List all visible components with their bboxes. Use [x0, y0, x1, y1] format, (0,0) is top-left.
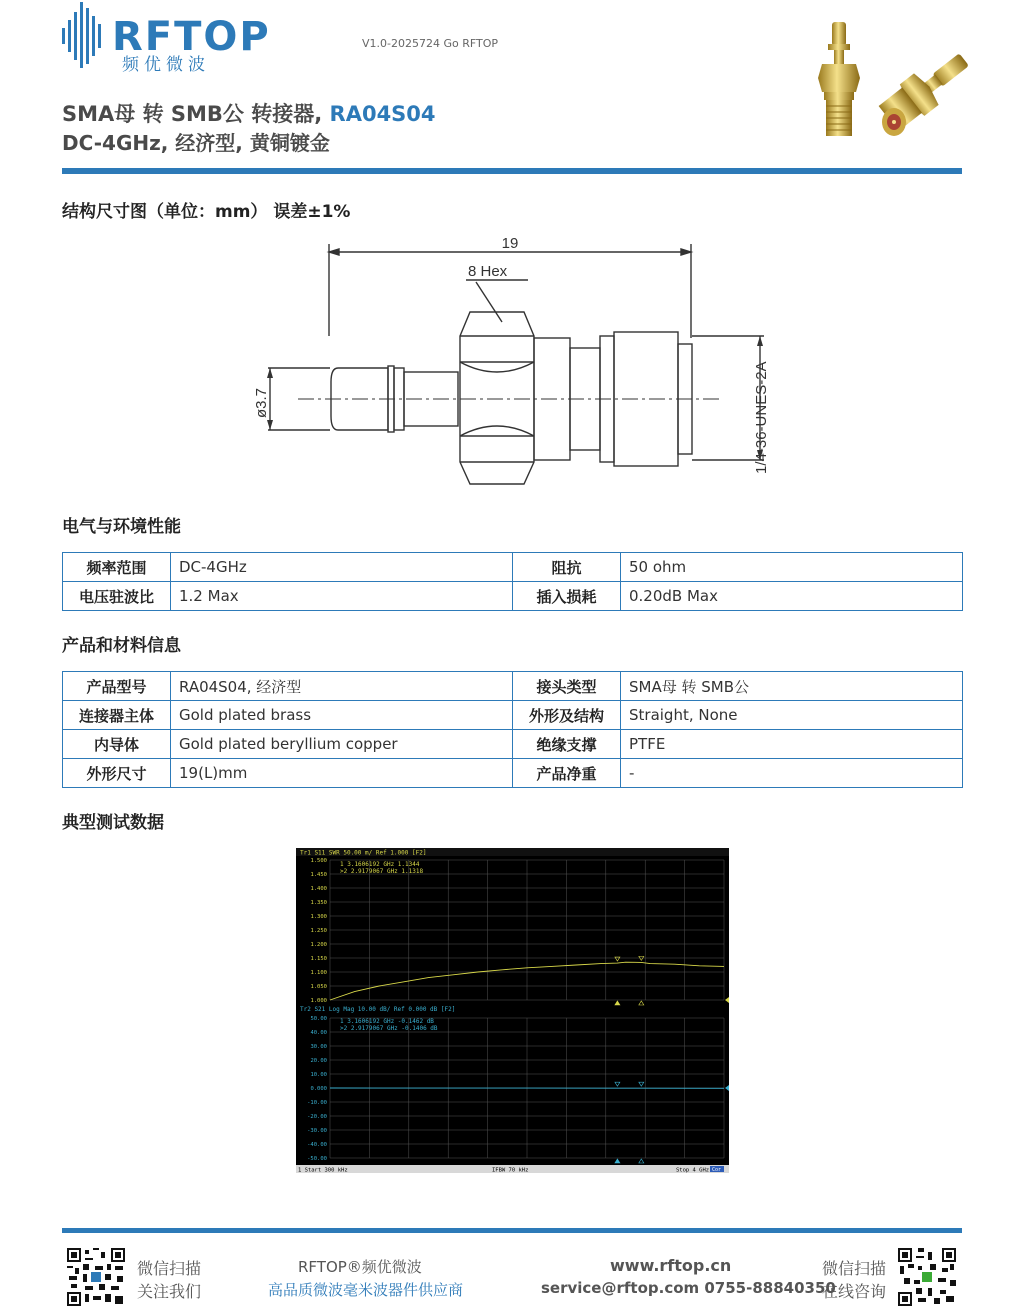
tick-label: -20.00: [307, 1114, 327, 1120]
footer-wechat-scan: 微信扫描: [137, 1259, 202, 1278]
footer-wechat-scan-2: 微信扫描: [822, 1259, 887, 1278]
consult-qr-code: [898, 1248, 956, 1306]
spec-key: 外形及结构: [513, 701, 621, 730]
spec-value: DC-4GHz: [171, 553, 513, 582]
tick-label: 1.350: [310, 900, 327, 906]
spec-key: 插入损耗: [513, 582, 621, 611]
test-heading: 典型测试数据: [62, 813, 164, 833]
spec-value: -: [621, 759, 963, 788]
tick-label: 1.500: [310, 858, 327, 864]
table-row: [63, 672, 963, 701]
tick-label: -50.00: [307, 1156, 327, 1162]
bottom-trace-header: Tr2 S21 Log Mag 10.00 dB/ Ref 0.000 dB [F2]: [300, 1006, 456, 1013]
table-row: [63, 553, 963, 582]
table-row: [63, 582, 963, 611]
footer-website[interactable]: www.rftop.cn: [610, 1256, 732, 1275]
logo-chinese-name: 频优微波: [122, 55, 210, 75]
tick-label: 1.200: [310, 942, 327, 948]
product-title-prefix: SMA母 转 SMB公 转接器,: [62, 102, 330, 126]
tick-label: 50.00: [310, 1016, 327, 1022]
tick-label: -10.00: [307, 1100, 327, 1106]
spec-value: SMA母 转 SMB公: [621, 672, 963, 701]
tick-label: 1.400: [310, 886, 327, 892]
drawing-heading: 结构尺寸图（单位：mm） 误差±1%: [62, 202, 351, 222]
spec-key: 产品净重: [513, 759, 621, 788]
logo-wave-icon: [62, 2, 110, 68]
tick-label: 20.00: [310, 1058, 327, 1064]
product-subtitle: DC-4GHz, 经济型, 黄铜镀金: [62, 131, 330, 155]
spec-value: Gold plated brass: [171, 701, 513, 730]
spec-value: Straight, None: [621, 701, 963, 730]
tick-label: 1.000: [310, 998, 327, 1004]
tick-label: -30.00: [307, 1128, 327, 1134]
bottom-marker-1: 1 3.1606192 GHz -0.1462 dB: [340, 1018, 434, 1025]
product-photo: [800, 16, 970, 144]
dimension-drawing: [240, 232, 780, 492]
tick-label: 30.00: [310, 1044, 327, 1050]
spec-key: 接头类型: [513, 672, 621, 701]
logo-wordmark: RFTOP: [112, 14, 271, 60]
product-title: [62, 98, 436, 128]
bottom-marker-2: >2 2.9179067 GHz -0.1406 dB: [340, 1025, 438, 1032]
top-marker-1: 1 3.1606192 GHz 1.1344: [340, 861, 420, 868]
version-label: V1.0-2025724 Go RFTOP: [362, 37, 499, 50]
status-stop: Stop 4 GHz: [676, 1167, 710, 1173]
spec-value: RA04S04, 经济型: [171, 672, 513, 701]
tick-label: 1.450: [310, 872, 327, 878]
footer-divider: [62, 1228, 962, 1233]
tick-label: 10.00: [310, 1072, 327, 1078]
table-row: [63, 730, 963, 759]
spec-key: 内导体: [63, 730, 171, 759]
material-heading: 产品和材料信息: [62, 636, 181, 656]
tick-label: 1.250: [310, 928, 327, 934]
spec-key: 频率范围: [63, 553, 171, 582]
spec-value: 0.20dB Max: [621, 582, 963, 611]
tick-label: -40.00: [307, 1142, 327, 1148]
footer-slogan: 高品质微波毫米波器件供应商: [268, 1281, 464, 1299]
tick-label: 40.00: [310, 1030, 327, 1036]
footer-follow-us: 关注我们: [137, 1282, 202, 1301]
spec-value: 1.2 Max: [171, 582, 513, 611]
spec-value: Gold plated beryllium copper: [171, 730, 513, 759]
spec-key: 产品型号: [63, 672, 171, 701]
top-trace-header: Tr1 S11 SWR 50.00 m/ Ref 1.000 [F2]: [300, 849, 427, 857]
spec-key: 绝缘支撑: [513, 730, 621, 759]
tick-label: 1.100: [310, 970, 327, 976]
wechat-qr-code: [67, 1248, 125, 1306]
header-divider: [62, 168, 962, 174]
spec-value: 50 ohm: [621, 553, 963, 582]
tick-label: 0.000: [310, 1086, 327, 1092]
electrical-heading: 电气与环境性能: [62, 517, 181, 537]
length-dimension-label: 19: [501, 235, 519, 252]
status-start: 1 Start 300 kHz: [298, 1167, 348, 1173]
spec-value: PTFE: [621, 730, 963, 759]
table-row: [63, 759, 963, 788]
spec-key: 连接器主体: [63, 701, 171, 730]
company-logo: [62, 0, 272, 75]
footer-brand: RFTOP®频优微波: [298, 1258, 422, 1276]
top-marker-2: >2 2.9179067 GHz 1.1318: [340, 868, 424, 875]
spec-key: 电压驻波比: [63, 582, 171, 611]
table-row: [63, 701, 963, 730]
vna-screenshot: [296, 848, 729, 1173]
tick-label: 1.300: [310, 914, 327, 920]
footer-contact[interactable]: service@rftop.com 0755-88840350: [541, 1279, 836, 1297]
product-model: RA04S04: [329, 102, 436, 126]
hex-dimension-label: 8 Hex: [468, 263, 508, 280]
thread-dimension-label: 1/4-36-UNES-2A: [753, 361, 770, 474]
diameter-dimension-label: ø3.7: [253, 387, 270, 418]
spec-key: 阻抗: [513, 553, 621, 582]
tick-label: 1.150: [310, 956, 327, 962]
spec-key: 外形尺寸: [63, 759, 171, 788]
status-ifbw: IFBW 70 kHz: [492, 1167, 529, 1173]
electrical-table: [62, 552, 963, 611]
spec-value: 19(L)mm: [171, 759, 513, 788]
status-cor: Cor: [712, 1167, 722, 1173]
material-table: [62, 671, 963, 788]
tick-label: 1.050: [310, 984, 327, 990]
footer-online-consult: 在线咨询: [822, 1282, 887, 1301]
